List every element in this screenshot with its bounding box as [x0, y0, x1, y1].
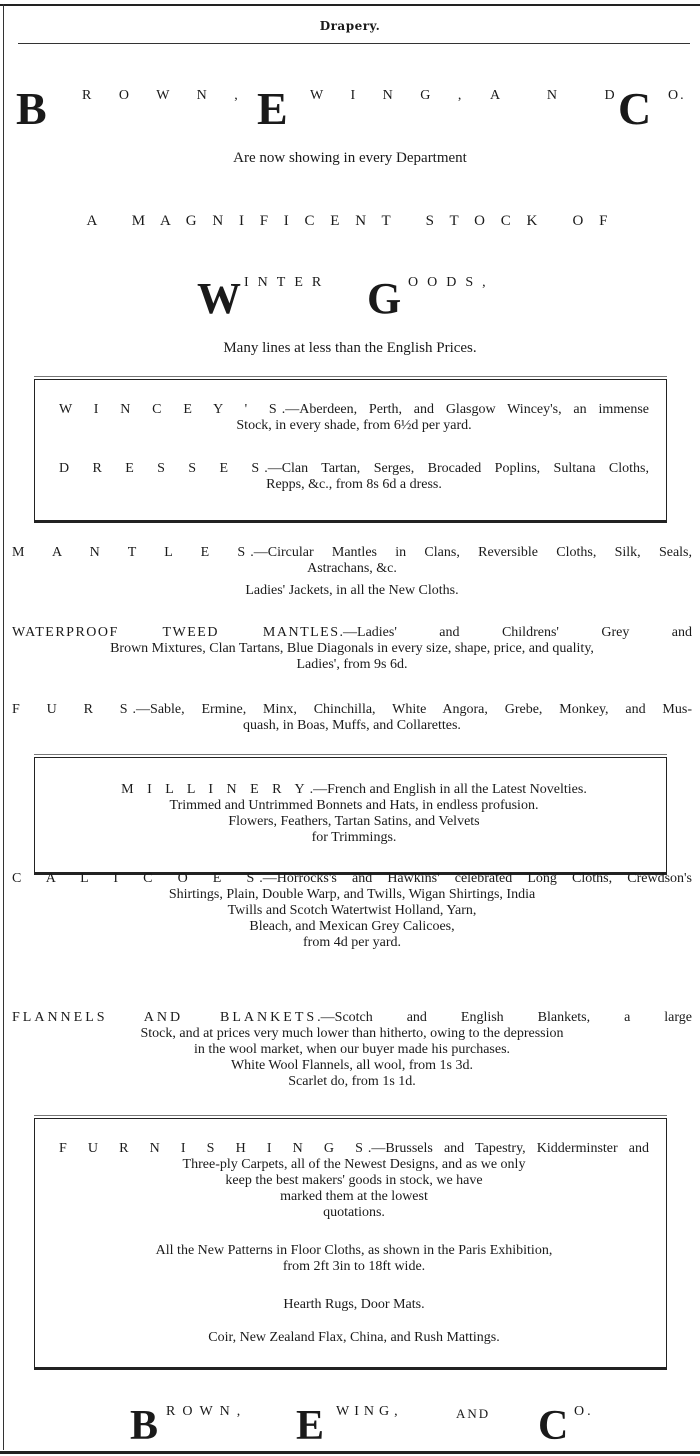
footer-b-rest: ROWN,: [166, 1404, 248, 1419]
waterproof-text: .—Ladies' and Childrens' Grey and: [339, 625, 692, 640]
furnishings-line5: quotations.: [323, 1205, 385, 1220]
calicoes-paragraph: [12, 871, 692, 951]
calicoes-line2: Shirtings, Plain, Double Warp, and Twills, Wigan Shirtings, India: [168, 887, 536, 902]
waterproof-line2: Brown Mixtures, Clan Tartans, Blue Diagonals in every size, shape, price, and quality,: [110, 641, 594, 656]
headline-c-cap: C: [618, 83, 652, 134]
furnishings-label: F U R N I S H I N G S: [59, 1141, 368, 1156]
furnishings-text: .—Brussels and Tapestry, Kidderminster and: [367, 1141, 649, 1156]
mantles-label: M A N T L E S: [12, 545, 251, 560]
calicoes-label: C A L I C O E S: [12, 871, 260, 886]
winter-w-rest: INTER: [244, 275, 331, 290]
furs-line2: quash, in Boas, Muffs, and Collarettes.: [243, 718, 461, 733]
section-title: Drapery.: [319, 19, 381, 33]
bottom-rule: [0, 1451, 700, 1454]
dresses-line2: Repps, &c., from 8s 6d a dress.: [266, 477, 442, 492]
magnificent-line: A M A G N I F I C E N T S T O C K O F: [86, 213, 614, 229]
millinery-line2: Trimmed and Untrimmed Bonnets and Hats, in endless profusion.: [169, 798, 539, 813]
headline-e-cap: E: [257, 83, 288, 134]
floor-cloths-paragraph: [59, 1243, 649, 1275]
footer-e-rest: WING,: [336, 1404, 403, 1419]
section-rule: [18, 43, 690, 44]
millinery-text: .—French and English in all the Latest Novelties.: [309, 782, 587, 797]
mantles-line2: Astrachans, &c.: [307, 561, 397, 576]
hearth-rugs-line: Hearth Rugs, Door Mats.: [283, 1297, 425, 1312]
furs-label: F U R S: [12, 702, 133, 717]
headline: [0, 78, 700, 134]
footer-c-rest: O.: [574, 1404, 594, 1419]
english-prices-line: Many lines at less than the English Prices.: [223, 340, 477, 356]
calicoes-line3: Twills and Scotch Watertwist Holland, Yarn,: [227, 903, 477, 918]
waterproof-paragraph: [12, 625, 692, 673]
dresses-paragraph: [59, 461, 649, 493]
millinery-label: M I L L I N E R Y: [121, 782, 310, 797]
flannels-paragraph: [12, 1010, 692, 1090]
top-rule: [0, 4, 700, 6]
floor-line2: from 2ft 3in to 18ft wide.: [282, 1259, 426, 1274]
dresses-text: .—Clan Tartan, Serges, Brocaded Poplins, Sultana Cloths,: [264, 461, 649, 476]
flannels-text: .—Scotch and English Blankets, a large: [317, 1010, 692, 1025]
mantles-paragraph: [12, 545, 692, 599]
winter-g-rest: OODS,: [408, 275, 495, 290]
winter-g-cap: G: [367, 274, 402, 323]
furnishings-line4: marked them at the lowest: [280, 1189, 428, 1204]
headline-c-rest: O.: [668, 88, 686, 103]
footer-c-cap: C: [538, 1403, 569, 1449]
dresses-label: D R E S S E S: [59, 461, 265, 476]
flannels-line5: Scarlet do, from 1s 1d.: [288, 1074, 416, 1089]
furs-text: .—Sable, Ermine, Minx, Chinchilla, White Angora, Grebe, Monkey, and Mus-: [132, 702, 692, 717]
winceys-text: .—Aberdeen, Perth, and Glasgow Wincey's, an immense: [281, 402, 649, 417]
headline-e-rest: W I N G ,: [310, 88, 474, 103]
flannels-line3: in the wool market, when our buyer made his purchases.: [193, 1042, 511, 1057]
millinery-line4: for Trimmings.: [311, 830, 397, 845]
waterproof-label: WATERPROOF TWEED MANTLES: [12, 625, 340, 640]
winceys-line2: Stock, in every shade, from 6½d per yard.: [236, 418, 472, 433]
furnishings-line3: keep the best makers' goods in stock, we have: [225, 1173, 483, 1188]
millinery-paragraph: [59, 782, 649, 846]
furnishings-line2: Three-ply Carpets, all of the Newest Designs, and as we only: [182, 1157, 526, 1172]
millinery-line3: Flowers, Feathers, Tartan Satins, and Velvets: [228, 814, 480, 829]
calicoes-text: .—Horrocks's and Hawkins' celebrated Long Cloths, Crewdson's: [259, 871, 692, 886]
mantles-text: .—Circular Mantles in Clans, Reversible Cloths, Silk, Seals,: [250, 545, 692, 560]
furnishings-paragraph: [59, 1141, 649, 1221]
winter-goods: [0, 263, 700, 323]
footer-e-cap: E: [296, 1403, 325, 1449]
flannels-line4: White Wool Flannels, all wool, from 1s 3d.: [230, 1058, 474, 1073]
box-furnishings: [34, 1118, 667, 1370]
box-millinery: [34, 757, 667, 875]
coir-line: Coir, New Zealand Flax, China, and Rush Mattings.: [208, 1330, 500, 1345]
winceys-paragraph: [59, 402, 649, 434]
box-winceys-dresses: [34, 379, 667, 523]
footer-b-cap: B: [130, 1403, 159, 1449]
headline-and: A N D: [490, 88, 637, 103]
calicoes-line5: from 4d per yard.: [303, 935, 401, 950]
mantles-line3: Ladies' Jackets, in all the New Cloths.: [245, 583, 459, 598]
winter-w-cap: W: [197, 274, 241, 323]
floor-line1: All the New Patterns in Floor Cloths, as shown in the Paris Exhibition,: [155, 1243, 553, 1258]
intro-line: Are now showing in every Department: [233, 150, 467, 166]
flannels-line2: Stock, and at prices very much lower than hitherto, owing to the depression: [140, 1026, 564, 1041]
waterproof-line3: Ladies', from 9s 6d.: [296, 657, 408, 672]
furs-paragraph: [12, 702, 692, 734]
winceys-label: W I N C E Y ' S: [59, 402, 282, 417]
headline-b-cap: B: [16, 83, 47, 134]
flannels-label: FLANNELS AND BLANKETS: [12, 1010, 318, 1025]
calicoes-line4: Bleach, and Mexican Grey Calicoes,: [249, 919, 455, 934]
headline-b-rest: R O W N ,: [82, 88, 250, 103]
footer-and: AND: [456, 1406, 491, 1421]
footer-signature: [0, 1396, 700, 1449]
